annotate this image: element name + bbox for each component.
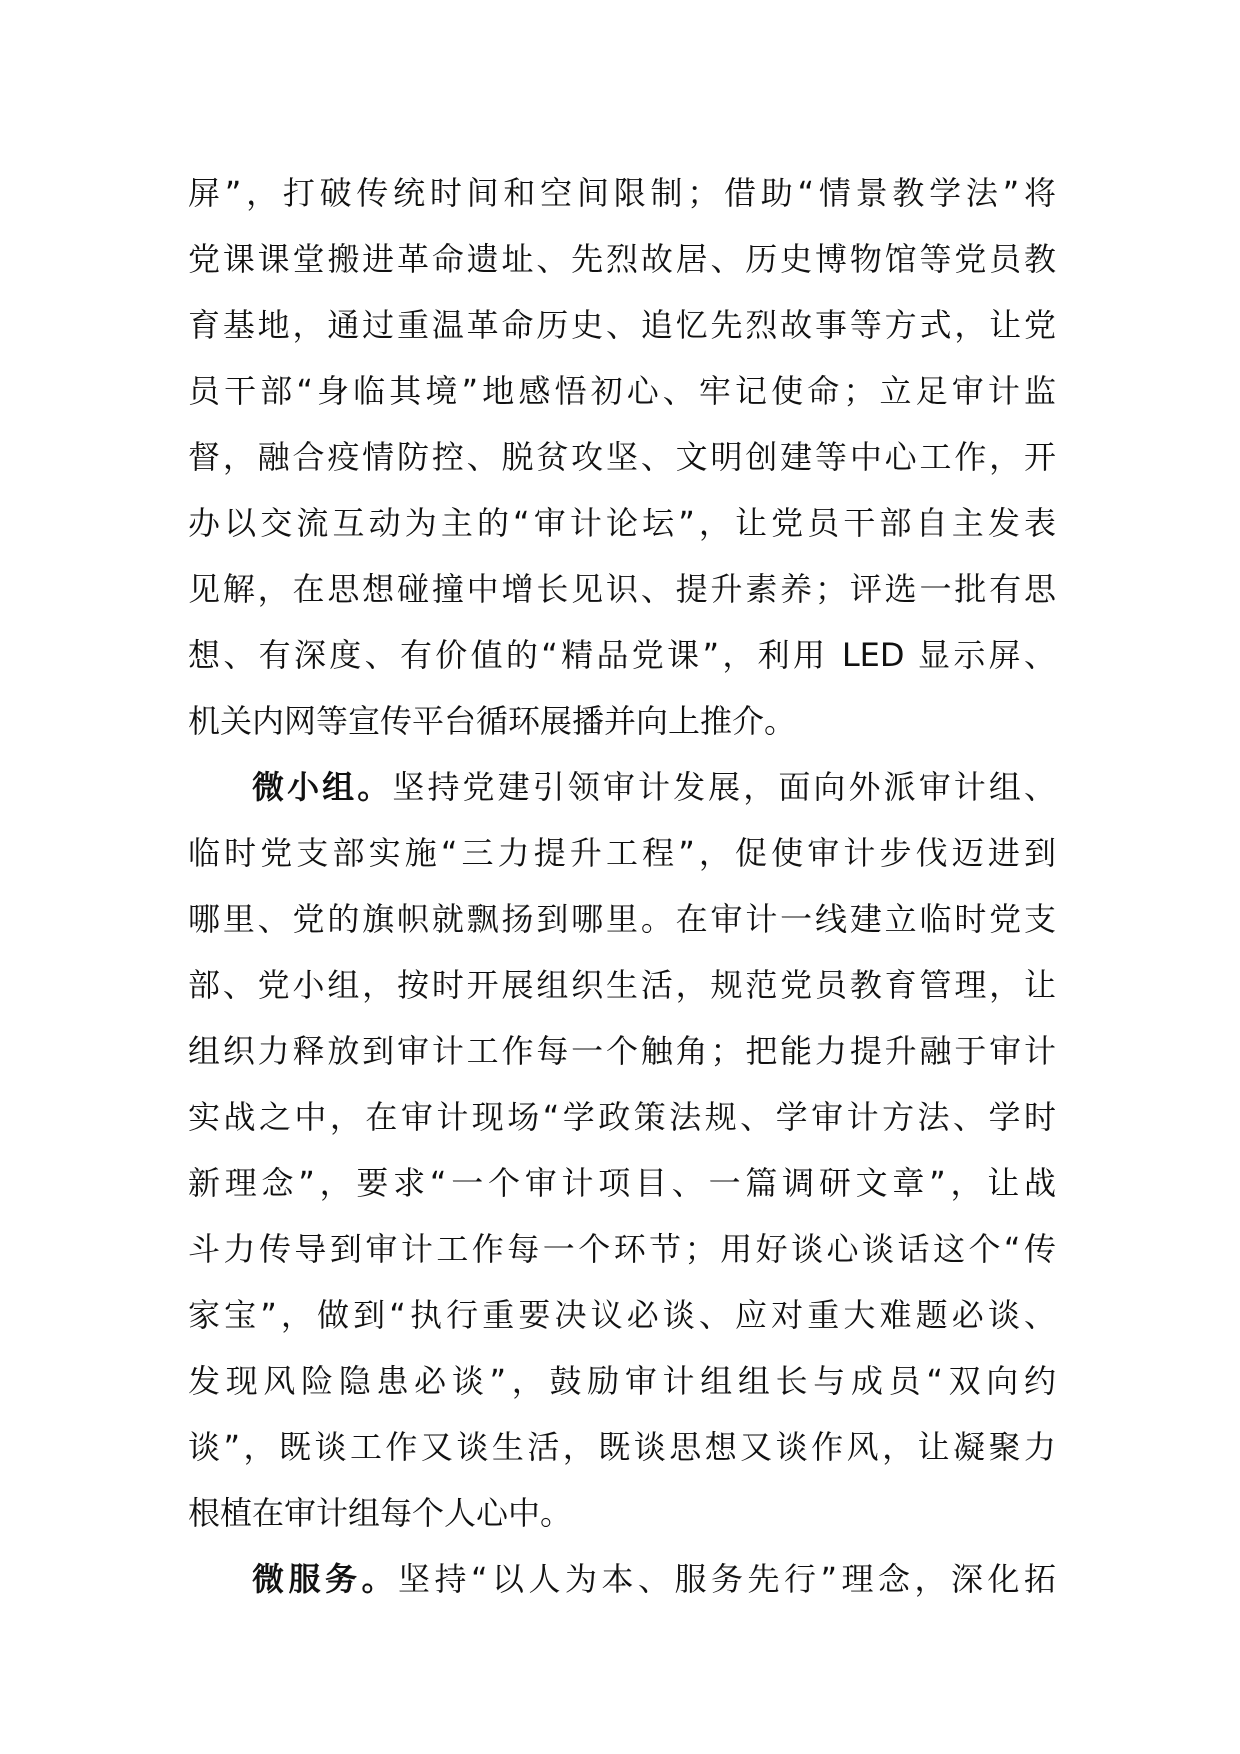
paragraph-first-line	[188, 1546, 1056, 1612]
paragraph-line: 想、有深度、有价值的“精品党课”，利用 LED 显示屏、	[188, 636, 1056, 674]
paragraph-line: 部、党小组，按时开展组织生活，规范党员教育管理，让	[188, 966, 1056, 1004]
paragraph-lead: 微小组。	[252, 768, 393, 806]
paragraph-line: 实战之中，在审计现场“学政策法规、学审计方法、学时	[188, 1098, 1056, 1136]
paragraph-line-text: 坚持“以人为本、服务先行”理念，深化拓	[397, 1560, 1056, 1598]
paragraph-line: 根植在审计组每个人心中。	[188, 1494, 573, 1532]
paragraph-2	[188, 754, 1056, 1546]
paragraph-line: 督，融合疫情防控、脱贫攻坚、文明创建等中心工作，开	[188, 438, 1056, 476]
paragraph-line: 组织力释放到审计工作每一个触角；把能力提升融于审计	[188, 1032, 1056, 1070]
paragraph-line: 屏”，打破传统时间和空间限制；借助“情景教学法”将	[188, 174, 1056, 212]
paragraph-lead: 微服务。	[252, 1560, 398, 1598]
paragraph-line: 家宝”，做到“执行重要决议必谈、应对重大难题必谈、	[188, 1296, 1056, 1334]
document-page	[188, 160, 1056, 1612]
paragraph-first-line	[188, 754, 1056, 820]
paragraph-line: 机关内网等宣传平台循环展播并向上推介。	[188, 702, 797, 740]
paragraph-3	[188, 1546, 1056, 1612]
paragraph-line: 办以交流互动为主的“审计论坛”，让党员干部自主发表	[188, 504, 1056, 542]
paragraph-line: 育基地，通过重温革命历史、追忆先烈故事等方式，让党	[188, 306, 1056, 344]
paragraph-line-text: 坚持党建引领审计发展，面向外派审计组、	[392, 768, 1056, 806]
paragraph-line: 哪里、党的旗帜就飘扬到哪里。在审计一线建立临时党支	[188, 900, 1056, 938]
paragraph-line: 发现风险隐患必谈”，鼓励审计组组长与成员“双向约	[188, 1362, 1056, 1400]
paragraph-line: 党课课堂搬进革命遗址、先烈故居、历史博物馆等党员教	[188, 240, 1056, 278]
paragraph-line: 斗力传导到审计工作每一个环节；用好谈心谈话这个“传	[188, 1230, 1056, 1268]
paragraph-line: 临时党支部实施“三力提升工程”，促使审计步伐迈进到	[188, 834, 1056, 872]
paragraph-1	[188, 160, 1056, 754]
paragraph-line: 见解，在思想碰撞中增长见识、提升素养；评选一批有思	[188, 570, 1056, 608]
paragraph-line: 新理念”，要求“一个审计项目、一篇调研文章”，让战	[188, 1164, 1056, 1202]
paragraph-line: 谈”，既谈工作又谈生活，既谈思想又谈作风，让凝聚力	[188, 1428, 1056, 1466]
paragraph-line: 员干部“身临其境”地感悟初心、牢记使命；立足审计监	[188, 372, 1056, 410]
